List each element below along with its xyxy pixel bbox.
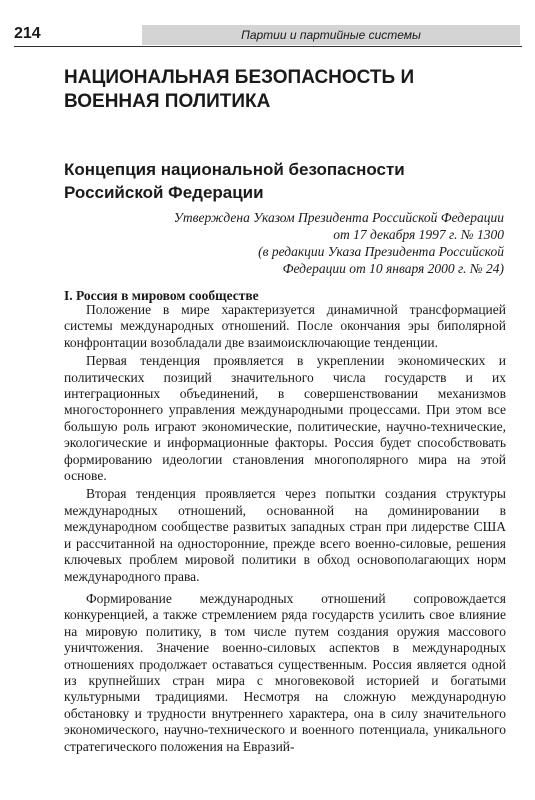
chapter-heading: I. Россия в мировом сообществе xyxy=(64,288,259,303)
approval-line: (в редакции Указа Президента Российской xyxy=(258,244,504,259)
page-number: 214 xyxy=(14,25,41,42)
approval-note xyxy=(100,209,504,277)
approval-line: Утверждена Указом Президента Российской Федерации xyxy=(173,210,504,225)
paragraph: Положение в мире характеризуется динамичной трансформацией системы международных отношений. После окончания эры биполярной конфронтации возобладали две взаимоисключающие тенденции. xyxy=(64,302,506,350)
page-header xyxy=(14,22,522,47)
body-text xyxy=(64,302,506,757)
running-head: Партии и партийные системы xyxy=(142,25,520,45)
paragraph: Формирование международных отношений сопровождается конкуренцией, а также стремлением ряда государств усилить свое влияние на мировую политику, в том числе путем создания оружия массового уничтожения. Значение военно-силовых аспектов в международных отношениях продолжает оставаться существенным. Россия является одной из крупнейших стран мира с многовековой историей и богатыми культурными традициями. Несмотря на сложную международную обстановку и трудности внутреннего характера, она в силу значительного экономического, научно-технического и военного потенциала, уникального стратегического положения на Евразий- xyxy=(64,590,506,754)
paragraph: Первая тенденция проявляется в укреплении экономических и политических позиций значительного числа государств и их интеграционных объединений, в совершенствовании механизмов многостороннего управления международными процессами. При этом все большую роль играют экономические, политические, научно-технические, экологические и информационные факторы. Россия будет способствовать формированию идеологии становления многополярного мира на этой основе. xyxy=(64,353,506,484)
approval-line: Федерации от 10 января 2000 г. № 24) xyxy=(282,261,504,276)
document-title: Концепция национальной безопасности Российской Федерации xyxy=(64,160,405,202)
paragraph: Вторая тенденция проявляется через попытки создания структуры международных отношений, основанной на доминировании в международном сообществе развитых западных стран при лидерстве США и рассчитанной на односторонние, прежде всего военно-силовые, решения ключевых проблем мировой политики в обход основополагающих норм международного права. xyxy=(64,486,506,584)
approval-line: от 17 декабря 1997 г. № 1300 xyxy=(333,227,504,242)
section-title: НАЦИОНАЛЬНАЯ БЕЗОПАСНОСТЬ И ВОЕННАЯ ПОЛИТИКА xyxy=(64,67,415,112)
